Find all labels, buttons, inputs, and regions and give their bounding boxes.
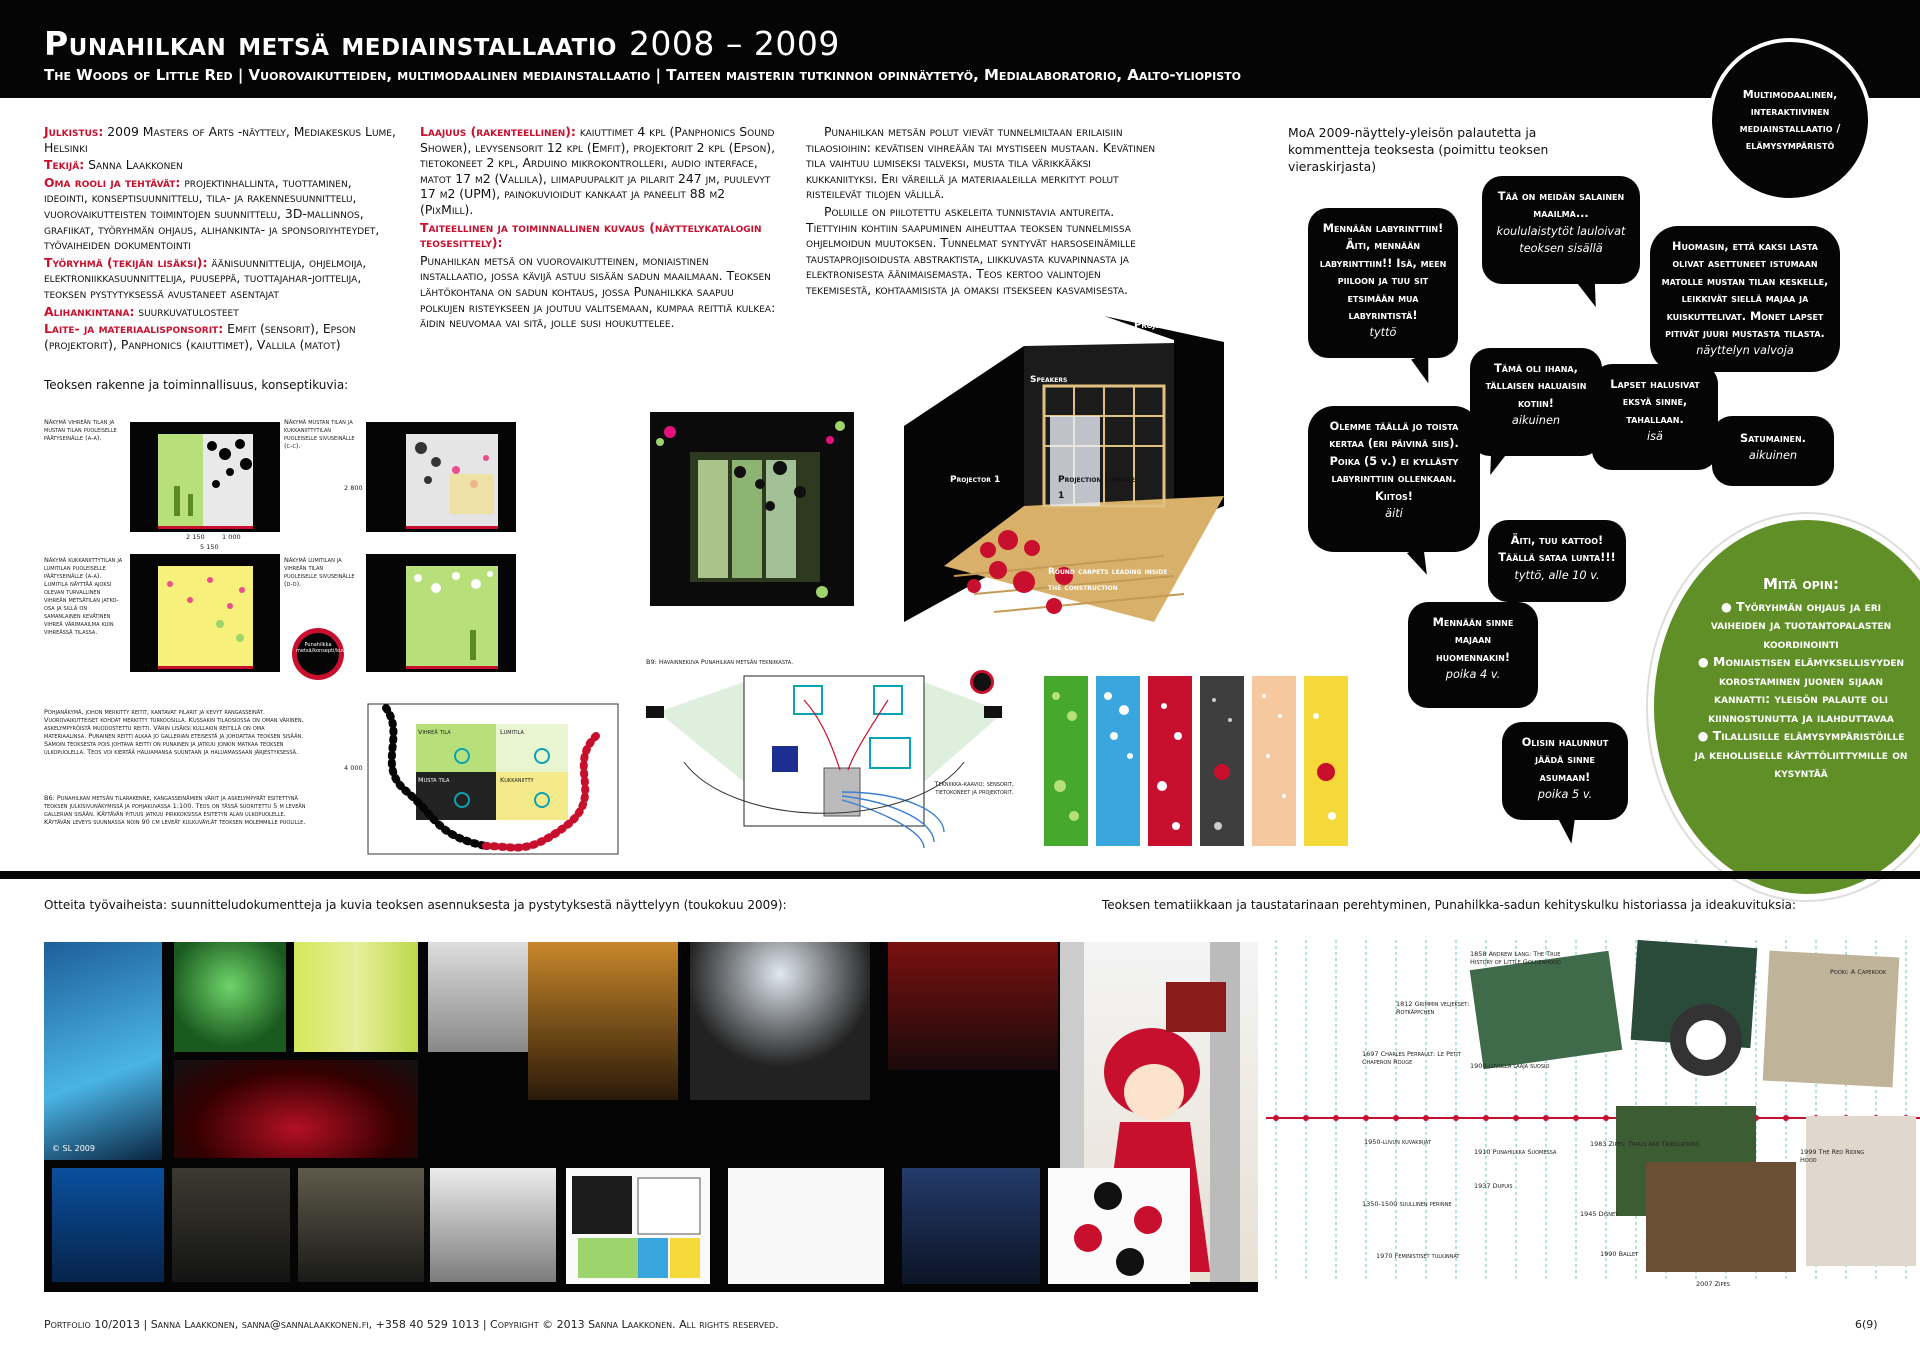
photo-workshop-1 <box>52 1168 164 1282</box>
value-tyoryhma: äänisuunnittelija, ohjelmoija, elektroniikkasuunnittelija, puuseppä, tuottajahar-joittelija, teoksen pystytyksessä avustaneet asentajat <box>44 254 367 301</box>
value-kuvaus: Punahilkan metsä on vuorovaikutteinen, moniaistinen installaatio, jossa kävijä astuu sisään sadun maailmaan. Teoksen lähtökohtana on sadun kohtaus, jossa Punahilkka saapuu polkujen risteykseen ja joutuu valitsemaan, kumpaa reittiä kulkea: äidin neuvomaa vai sitä, jolle susi houkuttelee. <box>420 252 776 331</box>
dim-label: 2 800 <box>344 484 363 492</box>
badge-text: Multimodaalinen, interaktiivinen mediainstallaatio / elämysympäristö <box>1739 88 1841 152</box>
timeline-entry: 1812 Grimmin veljekset: Rotkäppchen <box>1396 1000 1470 1016</box>
lessons-heading: Mitä opin: <box>1762 575 1840 593</box>
history-caption: Teoksen tematiikkaan ja taustatarinaan perehtyminen, Punahilkka-sadun kehityskulku historiassa ja ideakuvituksia: <box>1102 898 1797 912</box>
label-laite: Laite- ja materiaalisponsorit: <box>44 321 224 337</box>
photo-workshop-3 <box>298 1168 424 1282</box>
photo-yellow-panels <box>294 942 418 1052</box>
description-paragraph-1: Punahilkan metsän polut vievät tunnelmiltaan erilaisiin tilaosioihin: kevätisen vihreään tai mystiseen mustaan. Kevätinen tila vaihtuu lumiseksi talveksi, musta tila värikkääksi kukkaniityksi. Eri väreillä ja materiaaleilla merkityt polut risteilevät tilojen välillä. <box>806 124 1156 202</box>
value-rooli: projektinhallinta, tuottaminen, ideointi, konseptisuunnittelu, tila- ja rakennesuunnittelu, vuorovaikutteisten toimintojen suunnittelu, 3D-mallinnos, grafiikat, työryhmän ohjaus, alihankinta- ja sponsoriyhteydet, työvaiheiden dokumentointi <box>44 174 380 253</box>
value-laite: Emfit (sensorit), Epson (projektorit), Panphonics (kaiuttimet), Vallila (matot) <box>44 321 356 352</box>
timeline-entry: 2007 Zipes <box>1696 1280 1730 1288</box>
tech-caption: B9: Havainnekuva Punahilkan metsän tekniikasta. <box>646 658 794 666</box>
description-paragraph-2: Poluille on piilotettu askeleita tunnistavia antureita. Tiettyihin kohtiin saapuminen aiheuttaa teoksen tunnelmissa ohjelmoidun muutoksen. Tunnelmat syntyvät harsoseinämille taustaprojisoidusta abstraktista, liikkuvasta kuvapinnasta ja elektronisesta äänimaisemasta. Teos kertoo valintojen tekemisestä, kohtaamisista ja omaksi itsekseen kasvamisesta. <box>806 203 1136 297</box>
feedback-bubble-2 <box>1482 176 1640 284</box>
label-tekija: Tekijä: <box>44 157 85 173</box>
title-years: 2008 – 2009 <box>628 24 840 63</box>
photo-workshop-4 <box>430 1168 556 1282</box>
info-column-3 <box>806 124 1164 300</box>
page-number: 6(9) <box>1855 1318 1878 1331</box>
concept-note-2: Näkymä mustan tilan ja kukkaniittytilan puoleiselle sivuseinälle (c-c). <box>284 418 355 450</box>
plan-label-green: Vihreä tila <box>418 728 451 736</box>
lesson-text: Tilallisille elämysympäristöille ja keholliselle käyttöliittymille on kysyntää <box>1694 728 1908 780</box>
timeline-entry: 1900-luvulla laaja suosio <box>1470 1062 1550 1070</box>
project-type-badge <box>1708 38 1872 202</box>
bubble-text: Mennään labyrinttiin! Äiti, mennään labyrinttiin!! Isä, meen piiloon ja tuu sit etsimään mua labyrintistä! <box>1319 222 1447 323</box>
photo-skylight <box>690 942 870 1100</box>
page-title <box>44 24 840 63</box>
value-laajuus: kaiuttimet 4 kpl (Panphonics Sound Shower), levysensorit 12 kpl (Emfit), projektorit 2 kpl (Epson), tietokoneet 2 kpl, Arduino mikrokontrolleri, audio interface, matot 17 m2 (Vallila), liimapuupalkit ja pilarit 247 jm, puulevyt 17 m2 (UPM), painokuvioidut kankaat ja paneelit 88 m2 (PixMill). <box>420 124 776 217</box>
photo-workshop-2 <box>172 1168 290 1282</box>
bubble-author: äiti <box>1385 507 1403 521</box>
elevation-snow-green <box>366 554 516 684</box>
concept-note-3: Näkymä kukkaniittytilan ja lumitilan puoleiselle päätyseinälle (a-a). Lumitila näyttää ajoksi olevan turvallinen vihreän metsätilan jatko-osa ja sillä on samanlainen kevätinen vihreä värimaailma kuin vihreässä tilassa. <box>44 556 123 636</box>
plan-label-snow: Lumitila <box>500 728 524 736</box>
section-divider <box>0 871 1920 879</box>
plan-document-graphic <box>566 1168 710 1284</box>
tech-note: Tekniikka-kaavio: sensorit, tietokoneet ja projektorit. <box>934 780 1014 796</box>
feedback-bubble-3 <box>1650 226 1840 372</box>
feedback-bubble-7 <box>1308 406 1480 552</box>
bubble-author: koululaistytöt lauloivat teoksen sisällä <box>1496 224 1626 256</box>
booth-render <box>650 412 854 606</box>
bubble-author: poika 5 v. <box>1537 788 1593 802</box>
feedback-bubble-1 <box>1308 208 1458 358</box>
circles-diagram <box>1048 1168 1190 1284</box>
photo-red-carpets <box>174 1060 418 1158</box>
timeline-entry: 1937 Dupuis <box>1474 1182 1513 1190</box>
label-alihankinta: Alihankintana: <box>44 303 135 319</box>
label-rooli: Oma rooli ja tehtävät: <box>44 174 181 190</box>
dim-label: 5 150 <box>200 543 219 551</box>
timeline-entry: 1350-1500 suullinen perinne <box>1362 1200 1452 1208</box>
info-column-1 <box>44 124 396 354</box>
dim-label: 2 150 <box>186 533 205 541</box>
photo-wood-frame <box>528 942 678 1100</box>
bubble-author: aikuinen <box>1748 449 1798 463</box>
elevation-black-meadow <box>366 414 516 544</box>
lessons-text <box>1694 575 1908 783</box>
bubble-tail <box>1411 354 1437 386</box>
bubble-author: isä <box>1647 430 1663 444</box>
photo-green-installation <box>174 942 286 1052</box>
drawing-blue-trees <box>902 1168 1040 1284</box>
feedback-bubble-6 <box>1712 416 1834 486</box>
timeline-entry: Pooki: A Caperook <box>1830 968 1887 976</box>
value-julkistus: 2009 Masters of Arts -näyttely, Mediakeskus Lume, Helsinki <box>44 124 396 155</box>
concept-note-1: Näkymä vihreän tilan ja mustan tilan puoleiselle päätyseinälle (a-a). <box>44 418 117 442</box>
label-projection-surface: Projection surface 1 <box>1058 475 1136 501</box>
bubble-text: Äiti, tuu kattoo! Täällä sataa lunta!!! <box>1498 534 1616 565</box>
timeline-entry: 1945 Disney <box>1580 1210 1619 1218</box>
concept-note-5: Pohjanäkymä, johon merkitty reitit, kantavat pilarit ja kevyt rangasseinät. Vuorovaikutteiset kohdat merkitty turkoosilla. Kussakin tilaosiossa on oman värinen, askelympyröistä muodostettu reitti. Värin lisäksi kullakin reitillä on oma materiaalinsa. Punainen reitti alkaa jo gallerian eteisestä ja johdattaa teoksen sisään. Samoin teoksesta pois johtava reitti on punainen ja jatkuu jonkin matkaa teoksen ulkopuolella. Teos voi kiertää haluamansa suuntaan ja haluamassaan järjestyksessä. <box>44 708 304 756</box>
concept-caption: Teoksen rakenne ja toiminnallisuus, konseptikuvia: <box>44 378 349 392</box>
timeline-entry: 1990 Ballet <box>1600 1250 1639 1258</box>
timeline-entry: 1950-luvun kuvakirjat <box>1364 1138 1431 1146</box>
bubble-author: poika 4 v. <box>1445 668 1501 682</box>
feedback-bubble-4 <box>1470 348 1602 456</box>
bubble-text: Lapset halusivat eksyä sinne, tahallaan. <box>1610 378 1700 426</box>
elevation-meadow-snow <box>130 554 280 684</box>
bubble-author: näyttelyn valvoja <box>1696 344 1794 358</box>
concept-sign <box>290 626 350 682</box>
history-timeline <box>1266 920 1920 1300</box>
plan-label-black: Musta tila <box>418 776 450 784</box>
lesson-text: Työryhmän ohjaus ja eri vaiheiden ja tuotantopalasten koordinointi <box>1710 598 1892 651</box>
photo-installation-gray <box>428 942 534 1052</box>
feedback-bubble-8 <box>1488 520 1626 602</box>
footer-text: Portfolio 10/2013 | Sanna Laakkonen, sanna@sannalaakkonen.fi, +358 40 529 1013 | Copyright © 2013 Sanna Laakkonen. All rights reserved. <box>44 1318 779 1331</box>
timeline-entry: 1858 Andrew Lang: The True History of Little Goldenhood <box>1470 950 1561 966</box>
feedback-bubble-9 <box>1408 602 1538 708</box>
fabric-panels <box>1044 676 1354 846</box>
bubble-text: Tämä oli ihana, tällaisen haluaisin kotiin! <box>1485 362 1587 410</box>
process-caption: Otteita työvaiheista: suunnitteludokumentteja ja kuvia teoksen asennuksesta ja pystytyksestä näyttelyyn (toukokuu 2009): <box>44 898 787 912</box>
lesson-item: ● Tilallisille elämysympäristöille ja keholliselle käyttöliittymille on kysyntää <box>1694 728 1908 780</box>
feedback-bubble-5 <box>1592 364 1718 470</box>
drawing-forest <box>728 1168 884 1284</box>
bubble-author: tyttö, alle 10 v. <box>1514 568 1600 582</box>
bubble-text: Olemme täällä jo toista kertaa (eri päivinä siis). Poika (5 v.) ei kyllästy labyrinttiin ollenkaan. Kiitos! <box>1329 420 1459 503</box>
label-julkistus: Julkistus: <box>44 124 104 139</box>
lesson-text: Moniaistisen elämyksellisyyden korostaminen juonen sijaan kannatti: yleisön palaute oli kiinnostunutta ja ilahduttavaa <box>1708 654 1905 725</box>
bubble-text: Mennään sinne majaan huomennakin! <box>1432 616 1514 664</box>
timeline-entry: 1970 Feministiset tulkinnat <box>1376 1252 1460 1260</box>
label-speakers: Speakers <box>1030 375 1068 385</box>
floor-plan <box>366 696 626 864</box>
tech-diagram <box>644 662 1018 850</box>
page-subtitle: The Woods of Little Red | Vuorovaikutteiden, multimodaalinen mediainstallaatio | Taiteen maisterin tutkinnon opinnäytetyö, Medialaboratorio, Aalto-yliopisto <box>44 66 1241 84</box>
timeline-entry: 1697 Charles Perrault: Le Petit Chaperon Rouge <box>1362 1050 1461 1066</box>
dim-label: 4 000 <box>344 764 363 772</box>
label-round-carpets: Round carpets leading inside the construction <box>1048 567 1168 593</box>
plan-label-meadow: Kukkaniitty <box>500 776 534 784</box>
lesson-item: ● Työryhmän ohjaus ja eri vaiheiden ja tuotantopalasten koordinointi <box>1710 598 1892 651</box>
lesson-item: ● Moniaistisen elämyksellisyyden korostaminen juonen sijaan kannatti: yleisön palaute oli kiinnostunutta ja ilahduttavaa <box>1697 654 1905 725</box>
timeline-entry: 1910 Punahilkka Suomessa <box>1474 1148 1557 1156</box>
photo-night-view <box>888 942 1058 1070</box>
bubble-text: Satumainen. <box>1740 432 1806 445</box>
photo-copyright: © SL 2009 <box>52 1144 95 1153</box>
bubble-text: Tää on meidän salainen maailma... <box>1497 190 1625 221</box>
photo-blue-panel <box>44 942 162 1160</box>
label-tyoryhma: Työryhmä (tekijän lisäksi): <box>44 254 208 270</box>
feedback-heading: MoA 2009-näyttely-yleisön palautetta ja kommentteja teoksesta (poimittu teoksen vieraskirjasta) <box>1288 125 1549 174</box>
title-text: Punahilkan metsä mediainstallaatio <box>44 24 617 63</box>
bubble-text: Huomasin, että kaksi lasta olivat asettuneet istumaan matolle mustan tilan keskelle, leikkivät siellä majaa ja kuiskuttelivat. Monet lapset pitivät juuri mustasta tilasta. <box>1661 240 1829 341</box>
bubble-author: tyttö <box>1369 326 1397 340</box>
info-column-2 <box>420 124 776 333</box>
timeline-entry: 1983 Zipes: Trials and Tribulations <box>1590 1140 1699 1148</box>
label-projector-2: Projector 2 <box>1134 320 1192 331</box>
dim-label: 1 000 <box>222 533 241 541</box>
label-laajuus: Laajuus (rakenteellinen): <box>420 124 576 139</box>
label-projector-1: Projector 1 <box>950 475 1001 485</box>
value-tekija: Sanna Laakkonen <box>88 157 183 173</box>
elevation-green-black <box>130 414 280 544</box>
concept-note-4: Näkymä lumitilan ja vihreän tilan puoleiselle sivuseinälle (d-d). <box>284 556 355 588</box>
value-alihankinta: suurkuvatulosteet <box>138 303 239 319</box>
feedback-bubble-10 <box>1502 722 1628 820</box>
concept-note-6: B6: Punahilkan metsän tilarakenne, kangasseinämien värit ja askelympyrät esitettynä teoksen julkisivunäkymissä ja pohjakuvassa 1:100. Teos on tässä suoritettu 5 m leveän gallerian sisään. Käytävän pituus jatkuu pirkkoksissa esitetyn alan ulkopuolelle. Käytävän leveys suunnassa noin 90 cm leveät kulkuväylät teoksen molemmille puolille. <box>44 794 306 826</box>
bubble-author: aikuinen <box>1511 414 1561 428</box>
bubble-text: Olisin halunnut jäädä sinne asumaan! <box>1521 736 1609 784</box>
concept-sign-text: Punahilkka metsä/konsepti/kuvat <box>296 642 350 654</box>
timeline-entry: 1999 The Red Riding Hood <box>1800 1148 1865 1164</box>
label-kuvaus: Taiteellinen ja toiminnallinen kuvaus (näyttelykatalogin teosesittely): <box>420 219 762 251</box>
